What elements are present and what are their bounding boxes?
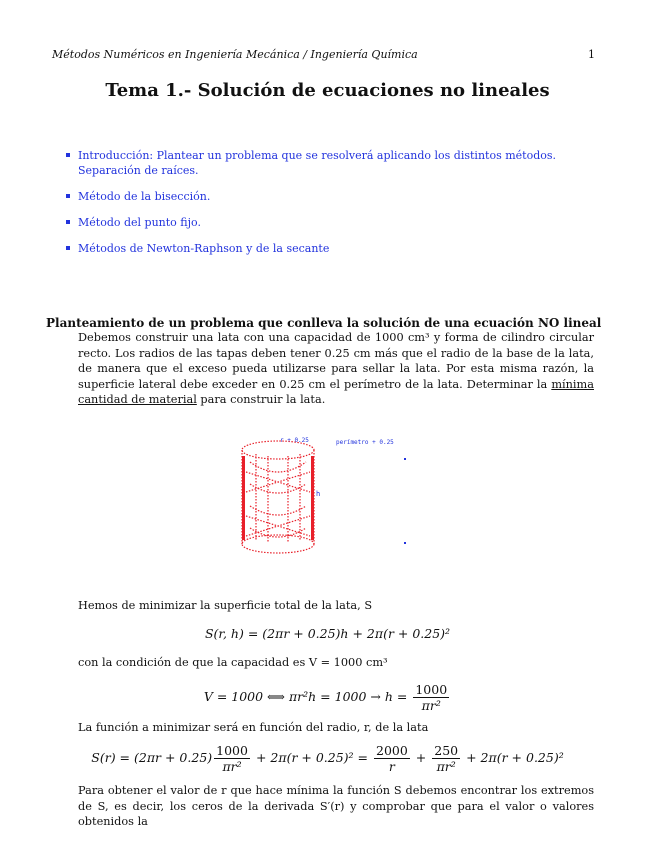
problem-text-after: para construir la lata. (196, 393, 326, 407)
table-of-contents (66, 148, 601, 267)
condition-text: con la condición de que la capacidad es V = 1000 cm³ (78, 656, 388, 669)
sr-mid: + 2π(r + 0.25)² = (255, 750, 369, 765)
sr-f1-den: πr² (222, 759, 242, 774)
can-fill-pattern (242, 456, 314, 540)
volume-denominator: πr² (421, 698, 441, 713)
volume-lhs: V = 1000 ⟺ πr²h = 1000 → h = (203, 689, 408, 704)
sr-lhs: S(r) = (2πr + 0.25) (91, 750, 213, 765)
problem-statement (78, 330, 594, 408)
toc-item-newton-secant[interactable]: Métodos de Newton-Raphson y de la secante (66, 241, 601, 256)
figure-perimeter-label: perímetro + 0.25 (336, 439, 394, 446)
volume-numerator: 1000 (415, 682, 448, 697)
equation-volume (0, 682, 655, 713)
page-title: Tema 1.- Solución de ecuaciones no lineales (105, 80, 550, 101)
sr-tail: + 2π(r + 0.25)² (466, 750, 564, 765)
problem-underlined: mínima cantidad de material (78, 377, 594, 407)
figure-top-label: r + 0.25 (280, 437, 309, 444)
page-number: 1 (588, 48, 595, 61)
page-header (52, 48, 595, 61)
function-radius-text: La función a minimizar será en función del radio, r, de la lata (78, 721, 429, 734)
sr-fraction-1 (214, 743, 250, 774)
sr-plus: + (415, 750, 427, 765)
volume-fraction (413, 682, 449, 713)
sr-f2-den: r (388, 759, 395, 774)
sr-f1-num: 1000 (216, 743, 248, 758)
minimize-text: Hemos de minimizar la superficie total de la lata, S (78, 599, 373, 612)
sr-fraction-3 (432, 743, 460, 774)
figure-height-label: h (316, 490, 321, 498)
equation-s-of-r (0, 743, 655, 774)
sr-f3-num: 250 (434, 743, 459, 758)
closing-text: Para obtener el valor de r que hace mínima la función S debemos encontrar los extremos de S, es decir, los ceros de la derivada S′(r) y comprobar que para el valor o valores obtenidos la (78, 784, 594, 829)
toc-item-bisection[interactable]: Método de la bisección. (66, 189, 601, 204)
figure-dot (404, 458, 406, 460)
sr-fraction-2 (374, 743, 410, 774)
equation-surface: S(r, h) = (2πr + 0.25)h + 2π(r + 0.25)² (204, 626, 451, 641)
can-figure (236, 432, 408, 568)
can-outline (242, 441, 314, 553)
toc-item-fixed-point[interactable]: Método del punto fijo. (66, 215, 601, 230)
sr-f2-num: 2000 (376, 743, 408, 758)
problem-text-before: Debemos construir una lata con una capacidad de 1000 cm³ y forma de cilindro circular recto. Los radios de las tapas deben tener 0.25 cm más que el radio de la base de la lata, de manera que el exceso pueda utilizarse para sellar la lata. Por esta misma razón, la superficie lateral debe exceder en 0.25 cm el perímetro de la lata. Determinar la (78, 331, 594, 391)
figure-dot (404, 542, 406, 544)
header-course: Métodos Numéricos en Ingeniería Mecánica / Ingeniería Química (52, 48, 418, 61)
sr-f3-den: πr² (436, 759, 456, 774)
section-heading: Planteamiento de un problema que conlleva la solución de una ecuación NO lineal (46, 316, 602, 330)
toc-item-introduction[interactable]: Introducción: Plantear un problema que se resolverá aplicando los distintos métodos. Separación de raíces. (66, 148, 601, 178)
